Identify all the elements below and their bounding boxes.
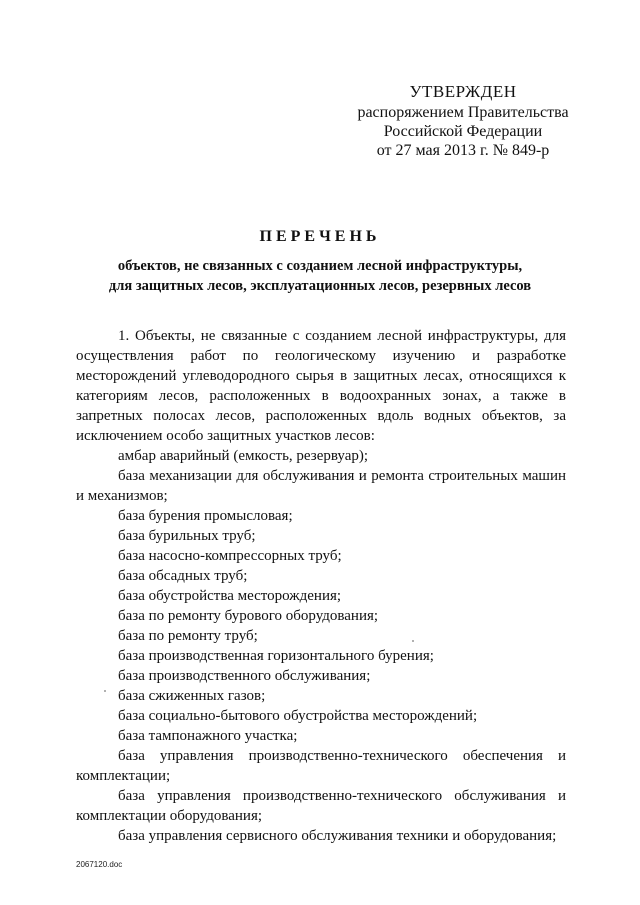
document-body bbox=[76, 326, 566, 846]
subtitle-line: для защитных лесов, эксплуатационных лесов, резервных лесов bbox=[108, 278, 532, 294]
approval-line: распоряжением Правительства bbox=[357, 104, 569, 121]
list-item: база производственная горизонтального бурения; bbox=[118, 648, 434, 664]
document-title: ПЕРЕЧЕНЬ bbox=[259, 228, 381, 245]
list-item: база обустройства месторождения; bbox=[118, 588, 342, 604]
subtitle-line: объектов, не связанных с созданием лесной инфраструктуры, bbox=[117, 258, 523, 274]
list-item: база управления сервисного обслуживания техники и оборудования; bbox=[118, 828, 557, 844]
list-item: база тампонажного участка; bbox=[118, 728, 298, 744]
list-item: база бурения промысловая; bbox=[118, 508, 293, 524]
approval-date-line: от 27 мая 2013 г. № 849-р bbox=[376, 142, 550, 159]
list-item: база сжиженных газов; bbox=[118, 688, 266, 704]
list-item: база производственного обслуживания; bbox=[118, 668, 371, 684]
list-item: база бурильных труб; bbox=[118, 528, 256, 544]
list-item: база насосно-компрессорных труб; bbox=[118, 548, 342, 564]
list-item: база по ремонту бурового оборудования; bbox=[118, 608, 379, 624]
list-item: база управления производственно-технического обслуживания и комплектации оборудования; bbox=[76, 788, 566, 824]
scan-speck bbox=[412, 640, 414, 642]
list-item: база управления производственно-технического обеспечения и комплектации; bbox=[76, 748, 566, 784]
intro-paragraph: 1. Объекты, не связанные с созданием лесной инфраструктуры, для осуществления работ по геологическому изучению и разработке месторождений углеводородного сырья в защитных лесах, относящихся к категориям лесов, расположенных в водоохранных зонах, а также в запретных полосах лесов, расположенных вдоль водных объектов, за исключением особо защитных участков лесов: bbox=[76, 328, 566, 444]
approval-line: Российской Федерации bbox=[383, 123, 543, 140]
document-title-block bbox=[60, 228, 580, 296]
approval-stamp bbox=[348, 82, 578, 160]
list-item: база обсадных труб; bbox=[118, 568, 248, 584]
list-item: база механизации для обслуживания и ремонта строительных машин и механизмов; bbox=[76, 468, 566, 504]
footer-filename: 2067120.doc bbox=[76, 860, 123, 869]
scan-speck bbox=[104, 690, 106, 692]
approval-heading: УТВЕРЖДЕН bbox=[409, 82, 517, 101]
document-subtitle bbox=[60, 256, 580, 296]
list-item: база социально-бытового обустройства месторождений; bbox=[118, 708, 478, 724]
list-item: база по ремонту труб; bbox=[118, 628, 258, 644]
list-item: амбар аварийный (емкость, резервуар); bbox=[118, 448, 369, 464]
